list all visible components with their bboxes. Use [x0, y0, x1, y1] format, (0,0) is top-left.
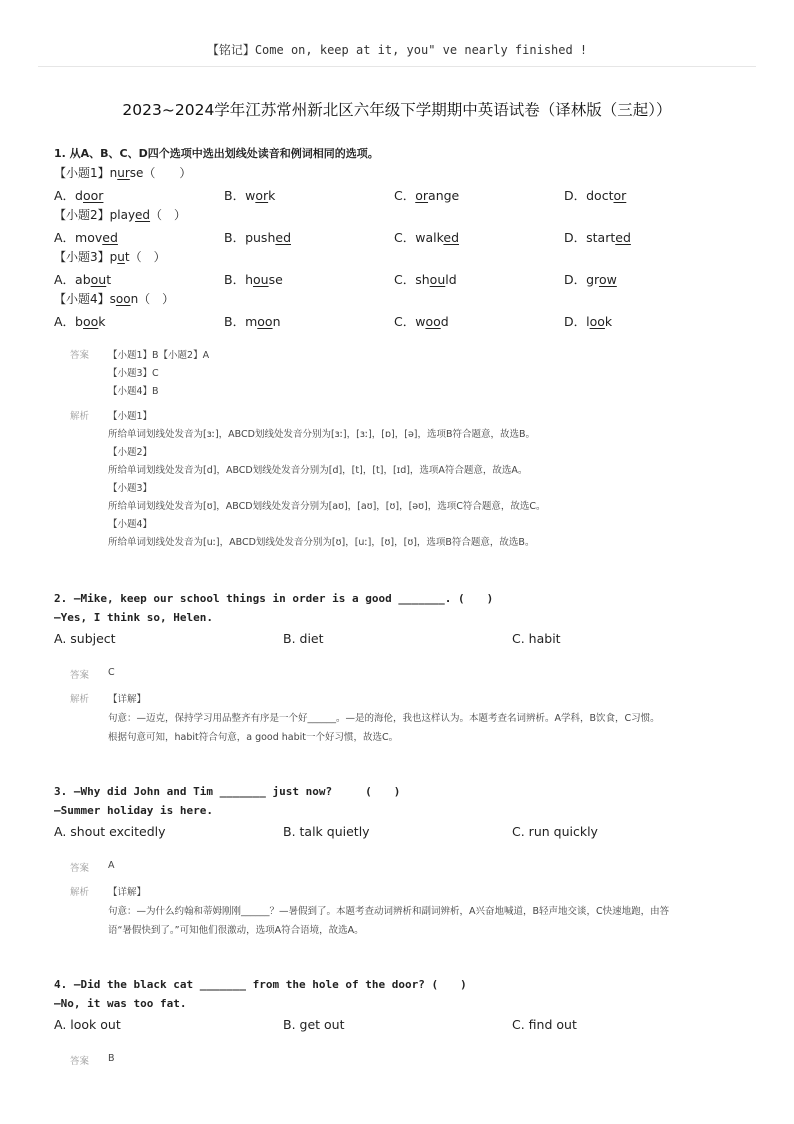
q4-stem: 4. —Did the black cat _______ from the hole of the door? ( )	[54, 978, 467, 991]
q2-analysis-line: 根据句意可知，habit符合句意，a good habit一个好习惯，故选C。	[108, 732, 399, 743]
q1-sub2-option-b[interactable]: B．pushed	[224, 230, 291, 245]
q1-sub1-option-a[interactable]: A．door	[54, 188, 104, 203]
q1-sub3-option-d[interactable]: D．grow	[564, 272, 617, 287]
q1-sub2-option-d[interactable]: D．started	[564, 230, 631, 245]
q2-analysis-label: 解析	[70, 694, 90, 705]
q1-analysis-line: 【小题4】	[108, 519, 153, 530]
q2-answer: C	[108, 667, 115, 678]
q1-analysis-line: 所给单词划线处发音为[uː]，ABCD划线处发音分别为[ʊ]，[uː]，[ʊ]，[ʊ]，选项B符合题意，故选B。	[108, 537, 535, 548]
q2-stem: 2. —Mike, keep our school things in order is a good _______. ( )	[54, 592, 494, 605]
q1-sub2-option-c[interactable]: C．walked	[394, 230, 460, 245]
q3-analysis-line: 【详解】	[108, 887, 147, 898]
q2-analysis-line: 【详解】	[108, 694, 147, 705]
q2-option-b[interactable]: B. diet	[283, 631, 324, 646]
q1-analysis-line: 【小题2】	[108, 447, 153, 458]
q4-option-a[interactable]: A. look out	[54, 1017, 121, 1032]
q1-analysis-line: 【小题1】	[108, 411, 153, 422]
q1-answer-line: 【小题4】B	[108, 386, 159, 397]
q3-analysis-line: 句意：—为什么约翰和蒂姆刚刚______？—暑假到了。本题考查动词辨析和副词辨析，A兴奋地喊道，B轻声地交谈，C快速地跑，由答	[108, 906, 670, 917]
q1-sub4-option-a[interactable]: A．book	[54, 314, 106, 329]
q1-analysis-line: 所给单词划线处发音为[ɜː]，ABCD划线处发音分别为[ɜː]，[ɜː]，[ɒ]，[ə]，选项B符合题意，故选B。	[108, 429, 536, 440]
q1-sub1-option-d[interactable]: D．doctor	[564, 188, 627, 203]
q4-reply: —No, it was too fat.	[54, 997, 187, 1010]
q1-sub2-prompt: 【小题2】played（ ）	[54, 208, 187, 222]
q3-analysis-label: 解析	[70, 887, 90, 898]
motto: 【铭记】Come on, keep at it, you" ve nearly finished !	[206, 43, 588, 57]
q3-option-a[interactable]: A. shout excitedly	[54, 824, 166, 839]
q1-sub4-option-b[interactable]: B．moon	[224, 314, 281, 329]
header-divider	[38, 66, 756, 67]
q1-sub1-option-b[interactable]: B．work	[224, 188, 276, 203]
q1-sub4-option-c[interactable]: C．wood	[394, 314, 449, 329]
q1-answer-line: 【小题3】C	[108, 368, 159, 379]
q3-option-b[interactable]: B. talk quietly	[283, 824, 370, 839]
q1-sub1-option-c[interactable]: C．orange	[394, 188, 460, 203]
q1-sub3-option-c[interactable]: C．should	[394, 272, 457, 287]
q2-reply: —Yes, I think so, Helen.	[54, 611, 213, 624]
q1-stem: 1. 从A、B、C、D四个选项中选出划线处读音和例词相同的选项。	[54, 147, 379, 160]
q3-answer-label: 答案	[70, 863, 90, 874]
q2-answer-label: 答案	[70, 670, 90, 681]
q1-analysis-line: 所给单词划线处发音为[d]，ABCD划线处发音分别为[d]，[t]，[t]，[ɪd]，选项A符合题意，故选A。	[108, 465, 528, 476]
q4-answer-label: 答案	[70, 1056, 90, 1067]
q2-option-a[interactable]: A. subject	[54, 631, 116, 646]
q3-reply: —Summer holiday is here.	[54, 804, 213, 817]
q2-option-c[interactable]: C. habit	[512, 631, 561, 646]
q1-analysis-line: 所给单词划线处发音为[ʊ]，ABCD划线处发音分别为[aʊ]，[aʊ]，[ʊ]，[əʊ]，选项C符合题意，故选C。	[108, 501, 546, 512]
q1-sub3-option-a[interactable]: A．about	[54, 272, 112, 287]
q1-sub4-option-d[interactable]: D．look	[564, 314, 613, 329]
q1-answer-line: 【小题1】B【小题2】A	[108, 350, 210, 361]
q1-answer-label: 答案	[70, 350, 90, 361]
q1-sub4-prompt: 【小题4】soon（ ）	[54, 292, 175, 306]
q1-analysis-label: 解析	[70, 411, 90, 422]
q4-option-b[interactable]: B. get out	[283, 1017, 345, 1032]
q3-option-c[interactable]: C. run quickly	[512, 824, 598, 839]
q4-option-c[interactable]: C. find out	[512, 1017, 577, 1032]
q3-answer: A	[108, 860, 115, 871]
q1-sub2-option-a[interactable]: A．moved	[54, 230, 118, 245]
page-title: 2023~2024学年江苏常州新北区六年级下学期期中英语试卷（译林版（三起））	[122, 101, 672, 119]
q1-analysis-line: 【小题3】	[108, 483, 153, 494]
q1-sub1-prompt: 【小题1】nurse（ ）	[54, 166, 192, 180]
q1-sub3-prompt: 【小题3】put（ ）	[54, 250, 166, 264]
q4-answer: B	[108, 1053, 115, 1064]
q3-stem: 3. —Why did John and Tim _______ just now? ( )	[54, 785, 401, 798]
q3-analysis-line: 语“暑假快到了。”可知他们很激动，选项A符合语境，故选A。	[108, 925, 364, 936]
q1-sub3-option-b[interactable]: B．house	[224, 272, 283, 287]
q2-analysis-line: 句意：—迈克，保持学习用品整齐有序是一个好______。—是的海伦，我也这样认为。本题考查名词辨析。A学科，B饮食，C习惯。	[108, 713, 660, 724]
